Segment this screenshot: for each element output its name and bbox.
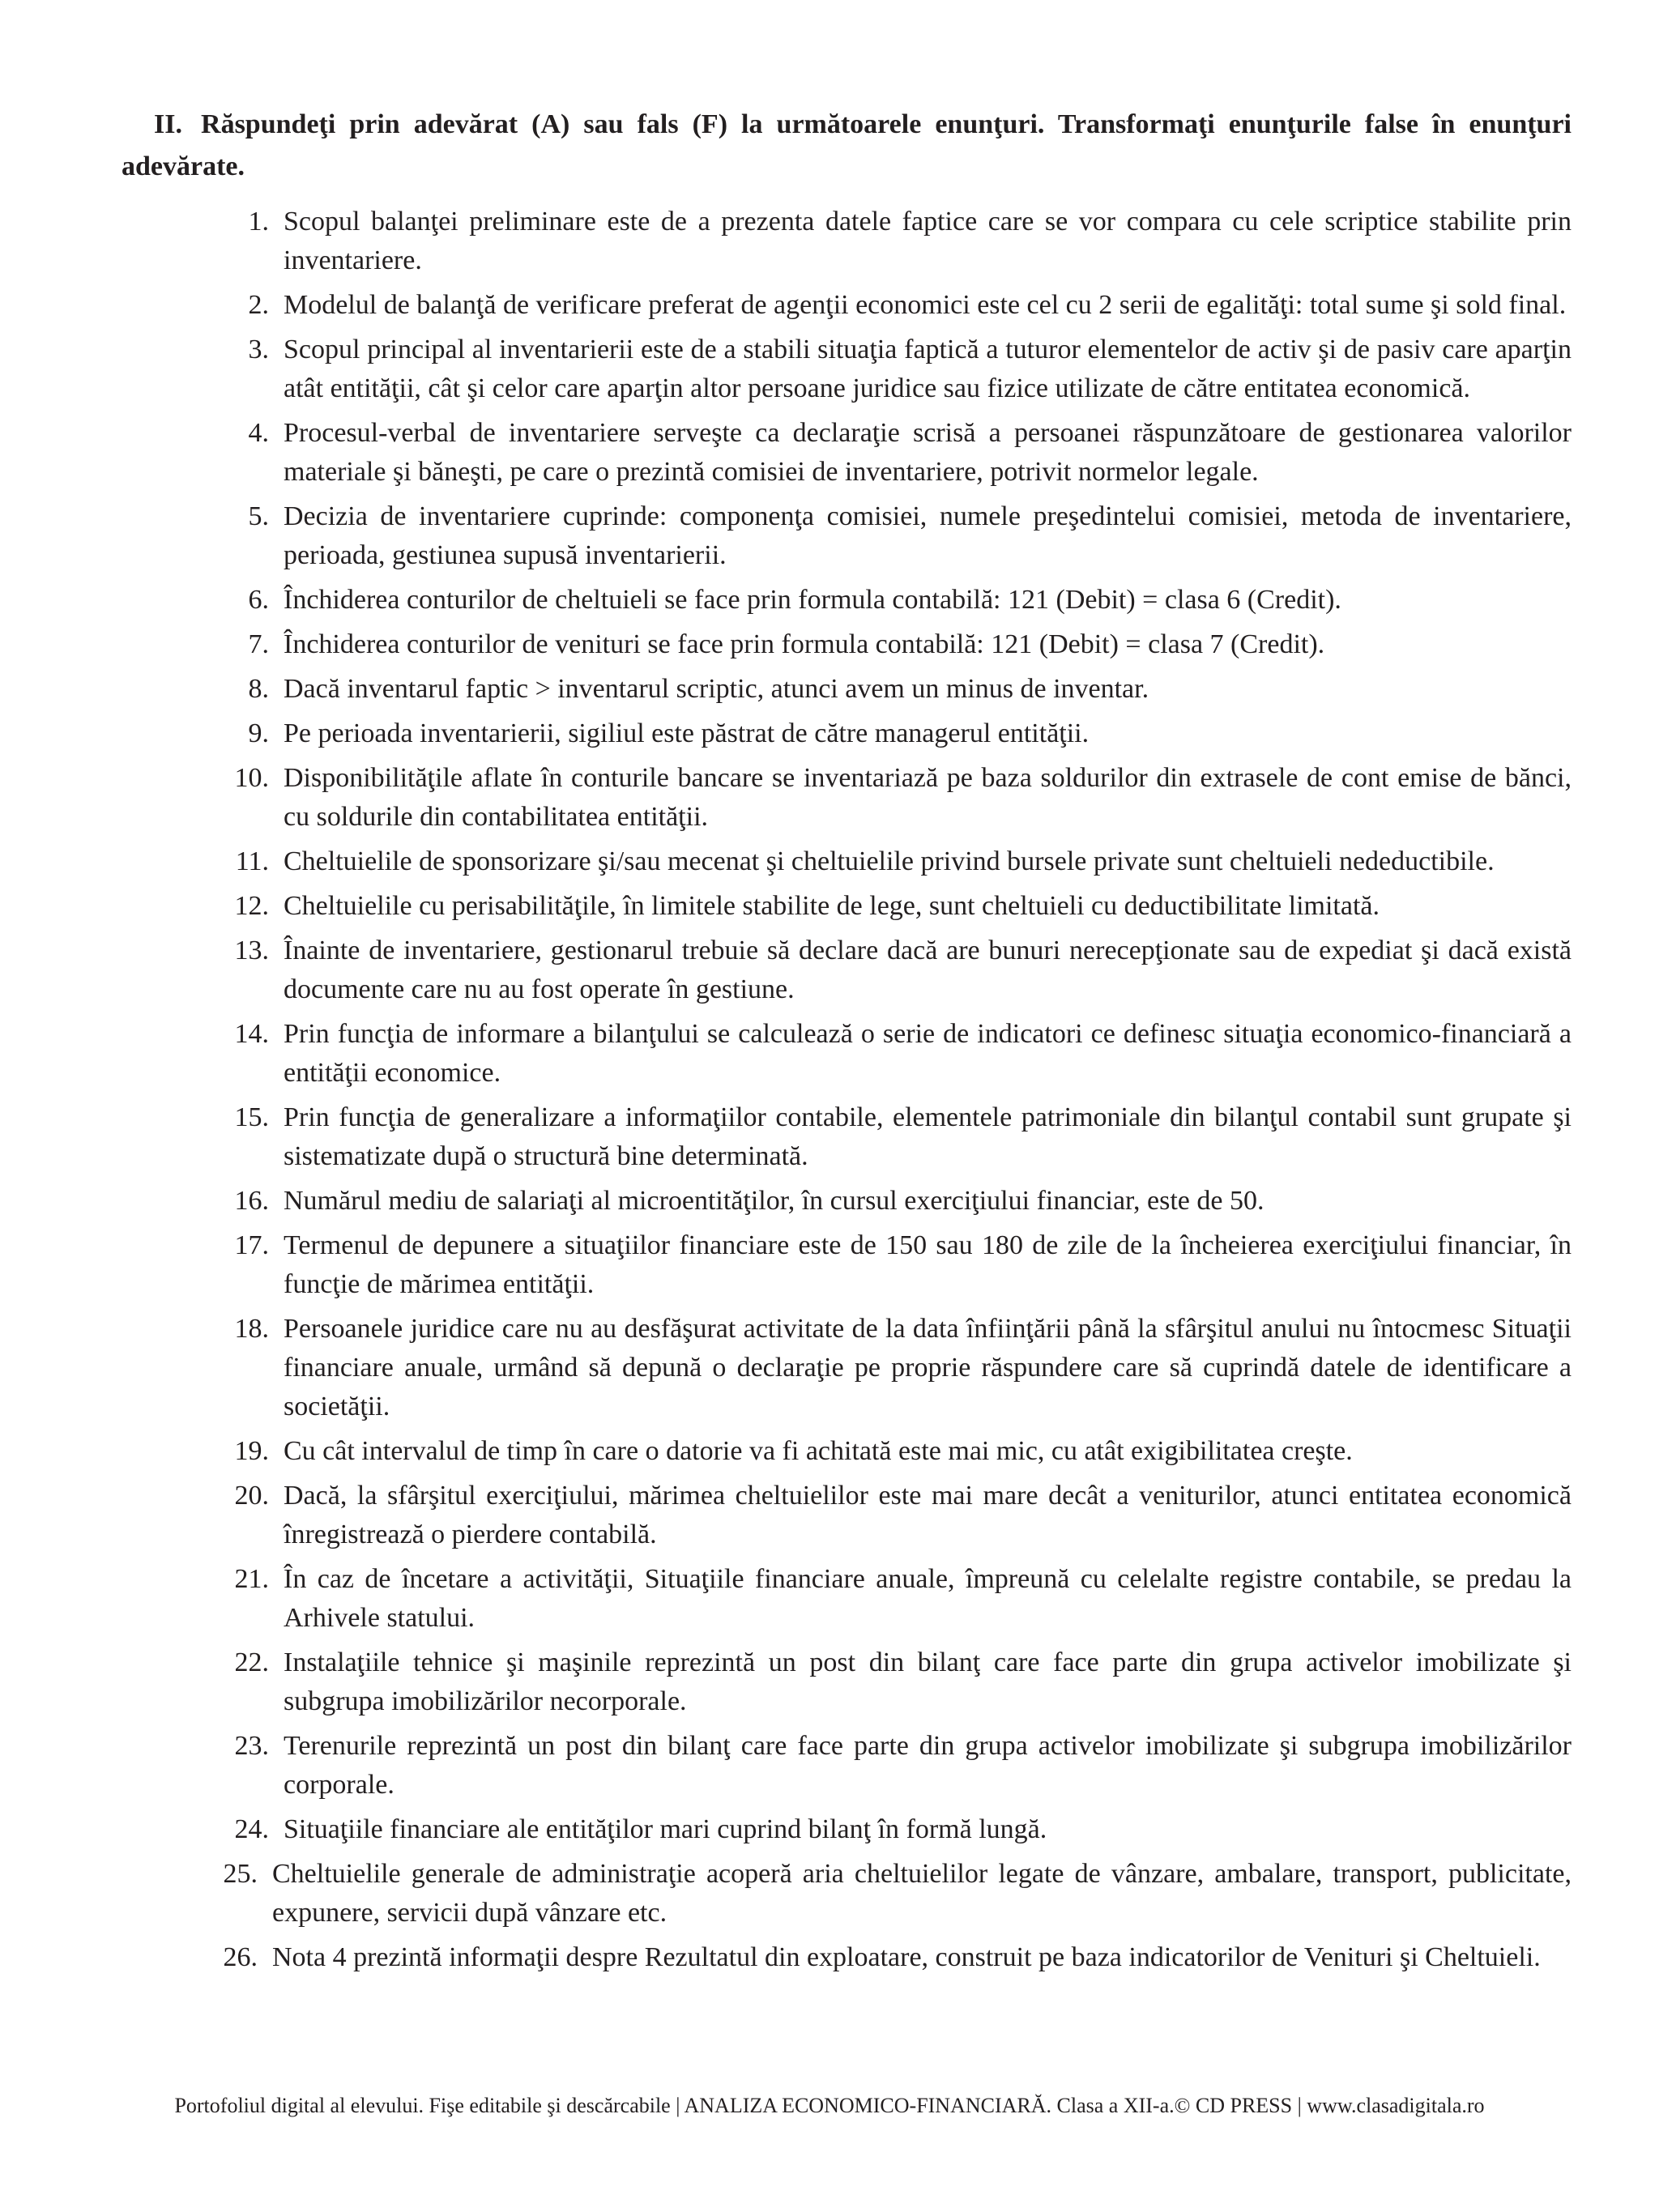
item-text: Cheltuielile de sponsorizare şi/sau mecenat şi cheltuielile privind bursele private sunt cheltuieli nedeductibile. [284,846,1495,876]
item-number: 22. [234,1647,269,1677]
list-item [219,625,1572,664]
item-text: În caz de încetare a activităţii, Situaţiile financiare anuale, împreună cu celelalte registre contabile, se predau la Arhivele statului. [284,1564,1572,1633]
list-item [219,1182,1572,1221]
list-item [219,286,1572,325]
item-text: Disponibilităţile aflate în conturile bancare se inventariază pe baza soldurilor din extrasele de cont emise de bănci, cu soldurile din contabilitatea entităţii. [284,763,1572,832]
list-item [219,581,1572,620]
item-text: Închiderea conturilor de cheltuieli se face prin formula contabilă: 121 (Debit) = clasa 6 (Credit). [284,585,1341,615]
item-number: 12. [234,891,269,921]
item-number: 20. [234,1481,269,1511]
list-item [219,1810,1572,1849]
list-item [219,414,1572,492]
item-number: 25. [223,1859,258,1889]
exercise-instructions: Răspundeţi prin adevărat (A) sau fals (F) la următoarele enunţuri. Transformaţi enunţurile false în enunţuri adevărate. [122,109,1572,181]
list-item [219,931,1572,1009]
list-item [219,1226,1572,1304]
list-item [219,1015,1572,1093]
item-number: 11. [235,846,269,876]
list-item [219,330,1572,408]
list-item [219,1643,1572,1721]
item-text: Persoanele juridice care nu au desfăşurat activitate de la data înfiinţării până la sfârşitul anului nu întocmesc Situaţii financiare anuale, urmând să depună o declaraţie pe proprie răspundere care să cuprindă datele de identificare a societăţii. [284,1314,1572,1421]
list-item [219,842,1572,881]
list-item [219,1855,1572,1933]
item-text: Nota 4 prezintă informaţii despre Rezultatul din exploatare, construit pe baza indicatorilor de Venituri şi Cheltuieli. [272,1942,1541,1972]
item-number: 3. [248,335,269,364]
item-text: Decizia de inventariere cuprinde: componenţa comisiei, numele preşedintelui comisiei, metoda de inventariere, perioada, gestiunea supusă inventarierii. [284,501,1572,570]
list-item [219,1098,1572,1176]
item-number: 10. [234,763,269,793]
list-item [219,887,1572,926]
item-text: Prin funcţia de generalizare a informaţiilor contabile, elementele patrimoniale din bilanţul contabil sunt grupate şi sistematizate după o structură bine determinată. [284,1102,1572,1171]
item-text: Cu cât intervalul de timp în care o datorie va fi achitată este mai mic, cu atât exigibilitatea creşte. [284,1436,1353,1466]
item-number: 1. [248,207,269,237]
item-number: 26. [223,1942,258,1972]
exercise-number: II. [154,109,182,139]
item-number: 24. [234,1814,269,1844]
item-number: 9. [248,718,269,748]
item-text: Înainte de inventariere, gestionarul trebuie să declare dacă are bunuri nerecepţionate sau de expediat şi dacă există documente care nu au fost operate în gestiune. [284,936,1572,1004]
list-item [219,1310,1572,1426]
list-item [219,714,1572,753]
item-number: 15. [234,1102,269,1132]
item-number: 7. [248,629,269,659]
item-number: 4. [248,418,269,448]
item-text: Dacă, la sfârşitul exerciţiului, mărimea cheltuielilor este mai mare decât a veniturilor, atunci entitatea economică înregistrează o pierdere contabilă. [284,1481,1572,1549]
item-text: Cheltuielile cu perisabilităţile, în limitele stabilite de lege, sunt cheltuieli cu deductibilitate limitată. [284,891,1380,921]
list-item [219,759,1572,837]
list-item [219,497,1572,575]
item-number: 16. [234,1186,269,1216]
statement-list [219,202,1572,1983]
list-item [219,1477,1572,1554]
item-text: Scopul principal al inventarierii este de a stabili situaţia faptică a tuturor elementelor de activ şi de pasiv care aparţin atât entităţii, cât şi celor care aparţin altor persoane juridice sau fizice utilizate de către entitatea economică. [284,335,1572,403]
item-text: Numărul mediu de salariaţi al microentităţilor, în cursul exerciţiului financiar, este de 50. [284,1186,1265,1216]
item-number: 18. [234,1314,269,1344]
exercise-heading [122,104,1572,188]
page-footer: Portofoliul digital al elevului. Fişe editabile şi descărcabile | ANALIZA ECONOMICO-FINANCIARĂ. Clasa a XII-a.© CD PRESS | www.clasadigitala.ro [174,2094,1485,2117]
item-text: Instalaţiile tehnice şi maşinile reprezintă un post din bilanţ care face parte din grupa activelor imobilizate şi subgrupa imobilizărilor necorporale. [284,1647,1572,1716]
item-text: Pe perioada inventarierii, sigiliul este păstrat de către managerul entităţii. [284,718,1090,748]
item-text: Dacă inventarul faptic > inventarul scriptic, atunci avem un minus de inventar. [284,674,1149,704]
item-text: Terenurile reprezintă un post din bilanţ care face parte din grupa activelor imobilizate şi subgrupa imobilizărilor corporale. [284,1731,1572,1800]
item-number: 14. [234,1019,269,1049]
list-item [219,1432,1572,1471]
list-item [219,202,1572,280]
item-text: Prin funcţia de informare a bilanţului se calculează o serie de indicatori ce definesc situaţia economico-financiară a entităţii economice. [284,1019,1572,1088]
item-number: 21. [234,1564,269,1594]
item-text: Modelul de balanţă de verificare preferat de agenţii economici este cel cu 2 serii de egalităţi: total sume şi sold final. [284,290,1567,320]
item-number: 2. [248,290,269,320]
item-text: Termenul de depunere a situaţiilor financiare este de 150 sau 180 de zile de la încheierea exerciţiului financiar, în funcţie de mărimea entităţii. [284,1230,1572,1299]
item-number: 23. [234,1731,269,1761]
item-number: 8. [248,674,269,704]
item-number: 13. [234,936,269,965]
list-item [219,1938,1572,1977]
item-text: Situaţiile financiare ale entităţilor mari cuprind bilanţ în formă lungă. [284,1814,1047,1844]
list-item [219,1727,1572,1805]
item-number: 17. [234,1230,269,1260]
item-number: 5. [248,501,269,531]
item-text: Închiderea conturilor de venituri se face prin formula contabilă: 121 (Debit) = clasa 7 (Credit). [284,629,1325,659]
list-item [219,1560,1572,1638]
item-text: Scopul balanţei preliminare este de a prezenta datele faptice care se vor compara cu cele scriptice stabilite prin inventariere. [284,207,1572,275]
item-text: Cheltuielile generale de administraţie acoperă aria cheltuielilor legate de vânzare, ambalare, transport, publicitate, expunere, servicii după vânzare etc. [272,1859,1572,1928]
item-text: Procesul-verbal de inventariere serveşte ca declaraţie scrisă a persoanei răspunzătoare de gestionarea valorilor materiale şi băneşti, pe care o prezintă comisiei de inventariere, potrivit normelor legale. [284,418,1572,487]
item-number: 19. [234,1436,269,1466]
list-item [219,670,1572,709]
item-number: 6. [248,585,269,615]
